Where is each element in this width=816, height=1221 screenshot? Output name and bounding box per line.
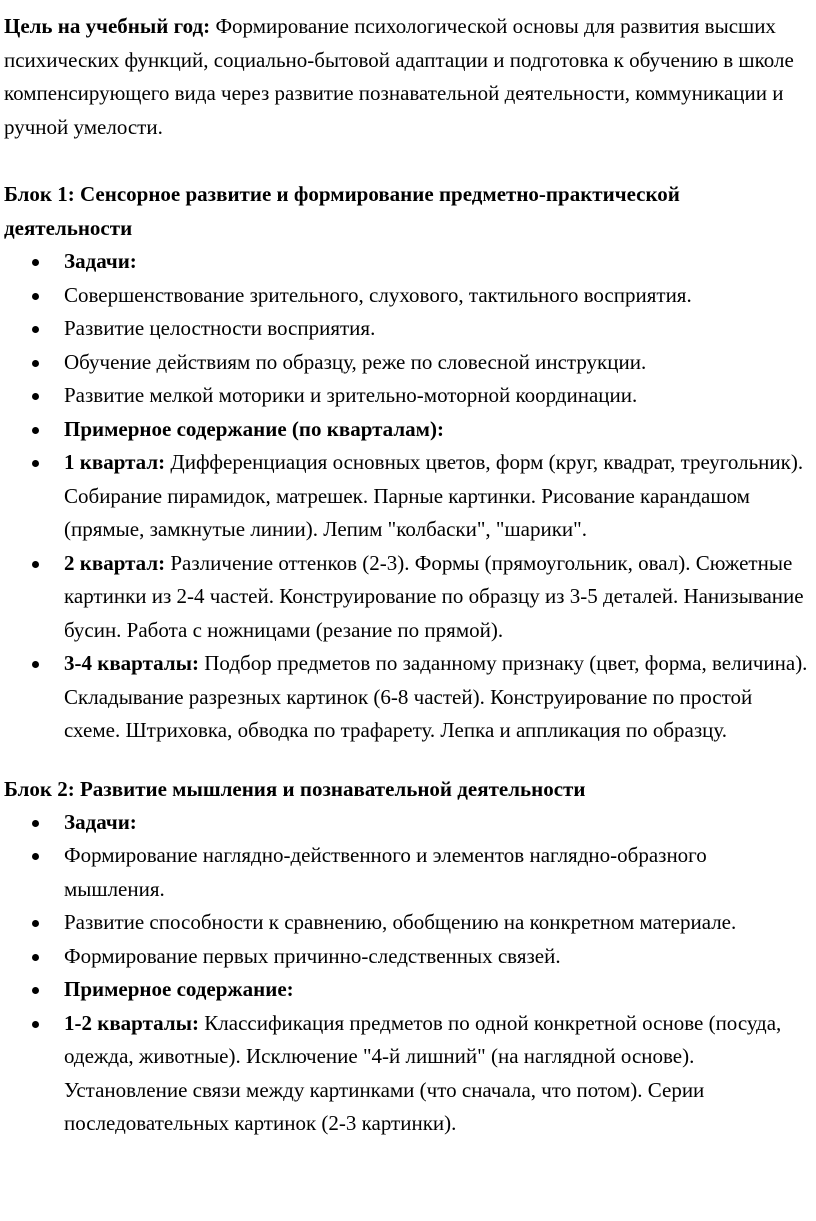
block2-tasks-heading: Задачи: bbox=[64, 809, 137, 834]
block1-content-heading: Примерное содержание (по кварталам): bbox=[64, 416, 444, 441]
year-goal-text: Формирование психологической основы для развития высших психических функций, социально-бытовой адаптации и подготовка к обучению в школе компенсирующего вида через развитие познавательной деятельности, коммуникации и ручной умелости. bbox=[4, 14, 794, 139]
list-item bbox=[4, 413, 812, 447]
block1-title: Блок 1: Сенсорное развитие и формирование предметно-практической деятельности bbox=[4, 182, 680, 240]
list-item bbox=[4, 446, 812, 547]
list-item bbox=[4, 839, 812, 906]
list-item bbox=[4, 906, 812, 940]
list-item bbox=[4, 940, 812, 974]
block2-list bbox=[4, 806, 812, 1141]
list-item bbox=[4, 806, 812, 840]
block1-task: Развитие целостности восприятия. bbox=[64, 316, 376, 340]
block1-quarter-text: Различение оттенков (2-3). Формы (прямоугольник, овал). Сюжетные картинки из 2-4 частей. Конструирование по образцу из 3-5 деталей. Нанизывание бусин. Работа с ножницами (резание по прямой). bbox=[64, 550, 804, 642]
block2-task: Формирование наглядно-действенного и элементов наглядно-образного мышления. bbox=[64, 843, 707, 901]
list-item bbox=[4, 647, 812, 748]
block1-quarter-text: Дифференциация основных цветов, форм (круг, квадрат, треугольник). Собирание пирамидок, матрешек. Парные картинки. Рисование карандашом (прямые, замкнутые линии). Лепим "колбаски", "шарики". bbox=[64, 450, 804, 541]
block1-quarter-text: Подбор предметов по заданному признаку (цвет, форма, величина). Складывание разрезных картинок (6-8 частей). Конструирование по простой схеме. Штриховка, обводка по трафарету. Лепка и аппликация по образцу. bbox=[64, 651, 808, 742]
year-goal-label: Цель на учебный год: bbox=[4, 14, 211, 38]
block2-quarter-label: 1-2 кварталы: bbox=[64, 1010, 200, 1035]
list-item bbox=[4, 312, 812, 346]
list-item bbox=[4, 973, 812, 1007]
block1-quarter-label: 3-4 кварталы: bbox=[64, 651, 200, 675]
block2-title: Блок 2: Развитие мышления и познавательной деятельности bbox=[4, 776, 586, 801]
list-item bbox=[4, 379, 812, 413]
block2-task: Развитие способности к сравнению, обобщению на конкретном материале. bbox=[64, 910, 737, 934]
block2-content-heading: Примерное содержание: bbox=[64, 977, 294, 1001]
list-item bbox=[4, 547, 812, 648]
block1-task: Совершенствование зрительного, слухового, тактильного восприятия. bbox=[64, 282, 692, 307]
list-item bbox=[4, 279, 812, 313]
block2-quarter-text: Классификация предметов по одной конкретной основе (посуда, одежда, животные). Исключение "4-й лишний" (на наглядной основе). Установление связи между картинками (что сначала, что потом). Серии последовательных картинок (2-3 картинки). bbox=[64, 1010, 782, 1135]
block1-task: Обучение действиям по образцу, реже по словесной инструкции. bbox=[64, 349, 647, 374]
list-item bbox=[4, 346, 812, 380]
block1-quarter-label: 2 квартал: bbox=[64, 550, 166, 575]
year-goal-paragraph bbox=[4, 10, 812, 144]
block1-task: Развитие мелкой моторики и зрительно-моторной координации. bbox=[64, 383, 638, 407]
block1-tasks-heading: Задачи: bbox=[64, 249, 137, 273]
block1-quarter-label: 1 квартал: bbox=[64, 450, 166, 474]
block2-task: Формирование первых причинно-следственных связей. bbox=[64, 943, 561, 968]
list-item bbox=[4, 245, 812, 279]
block1-list bbox=[4, 245, 812, 748]
list-item bbox=[4, 1007, 812, 1141]
